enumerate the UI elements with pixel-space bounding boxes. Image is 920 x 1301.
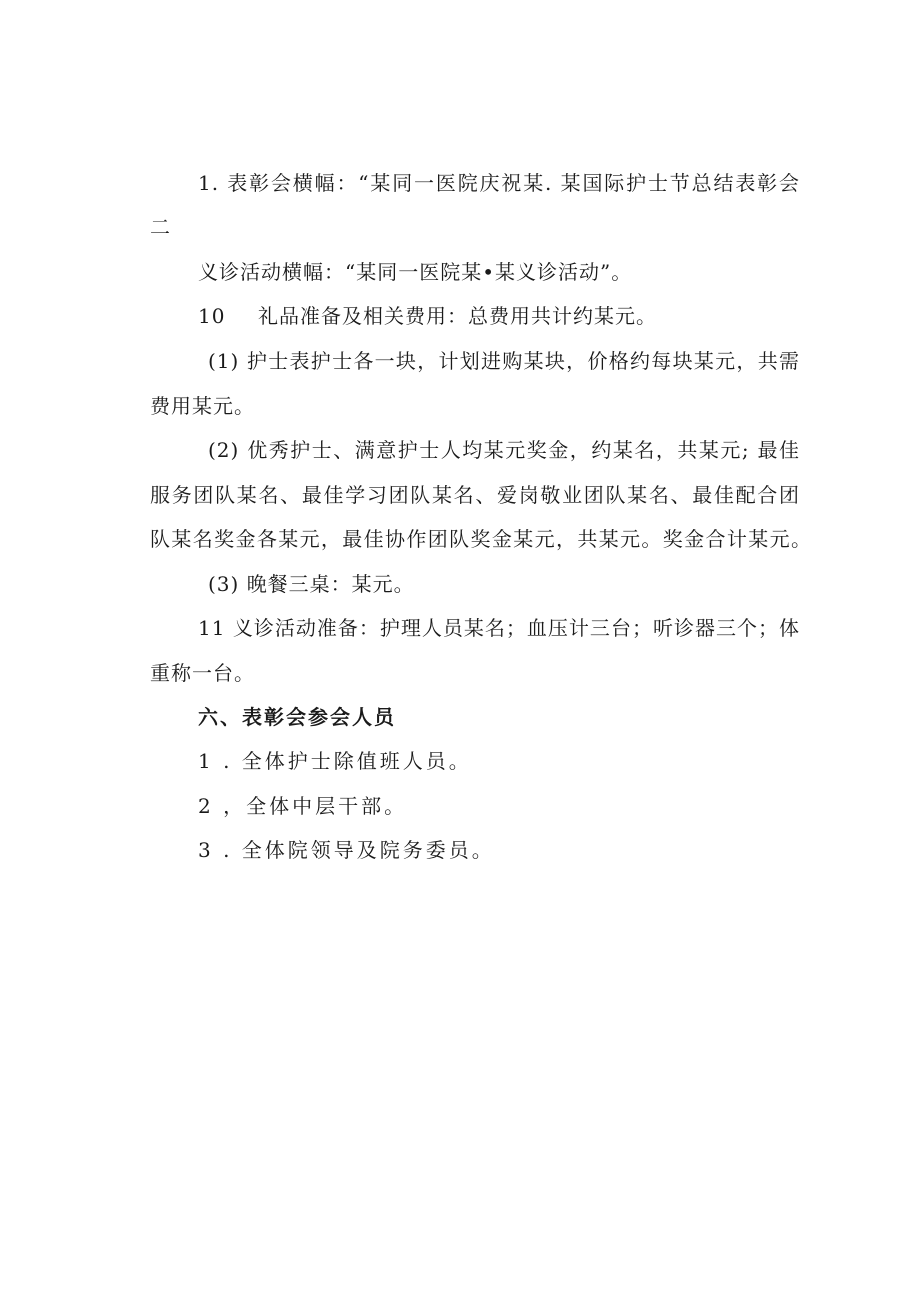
paragraph-bonus-line-3: 队某名奖金各某元，最佳协作团队奖金某元，共某元。奖金合计某元。: [150, 527, 812, 551]
paragraph-clinic-prep-line-1: 11 义诊活动准备：护理人员某名；血压计三台；听诊器三个；体: [198, 616, 800, 640]
paragraph-gift-text: 礼品准备及相关费用：总费用共计约某元。: [258, 304, 657, 328]
paragraph-clinic-prep-line-2: 重称一台。: [150, 661, 255, 685]
paragraph-bonus-line-2: 服务团队某名、最佳学习团队某名、爱岗敬业团队某名、最佳配合团: [150, 483, 800, 507]
list-item: 2 ，全体中层干部。: [198, 794, 408, 818]
paragraph-watch-line-1: (1) 护士表护士各一块，计划进购某块，价格约每块某元，共需: [208, 349, 800, 373]
list-item: 1 . 全体护士除值班人员。: [198, 749, 472, 773]
paragraph-dinner: (3) 晚餐三桌：某元。: [208, 572, 415, 596]
section-heading: 六、表彰会参会人员: [198, 705, 396, 729]
paragraph-clinic-banner: 义诊活动横幅：“某同一医院某•某义诊活动”。: [198, 260, 633, 284]
list-item: 3 . 全体院领导及院务委员。: [198, 838, 495, 862]
paragraph-gift-number: 10: [198, 304, 226, 328]
paragraph-watch-line-2: 费用某元。: [150, 394, 255, 418]
paragraph-bonus-line-1: (2) 优秀护士、满意护士人均某元奖金，约某名，共某元; 最佳: [208, 438, 800, 462]
paragraph-banner-line-2: 二: [150, 215, 171, 239]
paragraph-banner-line-1: 1. 表彰会横幅：“某同一医院庆祝某. 某国际护士节总结表彰会: [198, 171, 800, 195]
